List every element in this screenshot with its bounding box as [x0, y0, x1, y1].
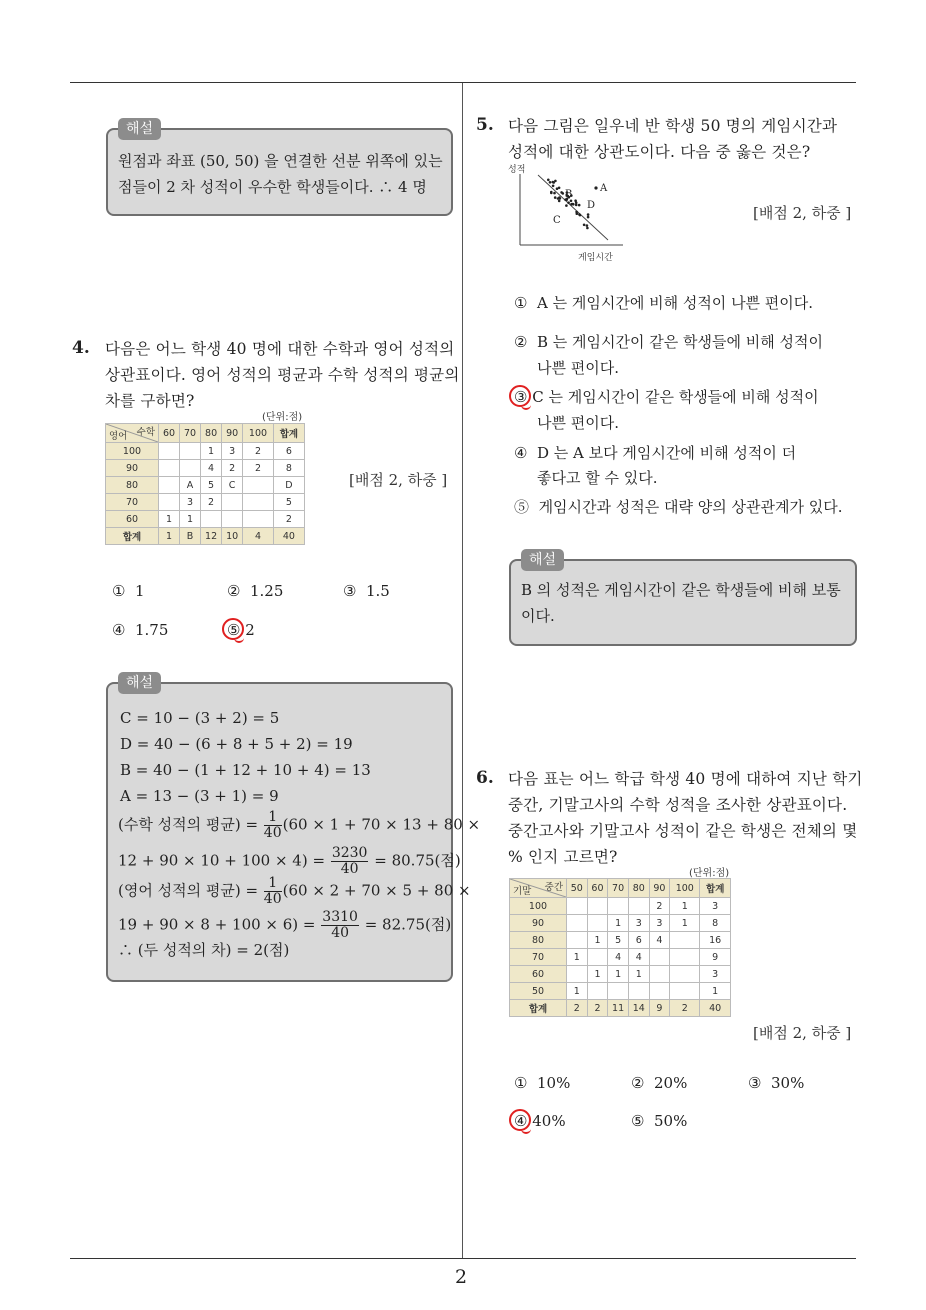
table-cell: 5 — [608, 932, 629, 949]
page-number: 2 — [455, 1266, 468, 1288]
table-cell: 6 — [273, 443, 304, 460]
table-cell — [243, 511, 274, 528]
table-cell — [649, 983, 670, 1000]
table-cell: 1 — [628, 966, 649, 983]
q4-number: 4. — [72, 338, 90, 358]
table-cell: A — [180, 477, 201, 494]
explanation-2-line-2: D = 40 − (6 + 8 + 5 + 2) = 19 — [120, 735, 353, 753]
scatter-dot — [558, 200, 561, 203]
fraction-numerator: 1 — [264, 876, 282, 892]
q6-number: 6. — [476, 768, 494, 788]
option-text: A 는 게임시간에 비해 성적이 나쁜 편이다. — [537, 294, 814, 312]
option-number: ① — [514, 1074, 528, 1092]
q6-col-header: 90 — [649, 879, 670, 898]
explanation-3-line-1: B 의 성적은 게임시간이 같은 학생들에 비해 보통 — [521, 581, 841, 599]
option-text: 20% — [654, 1074, 688, 1092]
point-label-b: B — [565, 189, 573, 200]
table-cell: 1 — [608, 966, 629, 983]
q6-col-header: 합계 — [700, 879, 731, 898]
table-cell: 2 — [243, 460, 274, 477]
table-cell: 4 — [628, 949, 649, 966]
q4-col-header: 100 — [243, 424, 274, 443]
table-cell: 2 — [649, 898, 670, 915]
q6-row-header: 50 — [510, 983, 567, 1000]
option-text: D 는 A 보다 게임시간에 비해 성적이 더 — [537, 444, 797, 462]
option-number: ⑤ — [227, 621, 241, 639]
table-cell: 2 — [567, 1000, 588, 1017]
fraction-denominator: 40 — [331, 925, 350, 941]
table-cell — [159, 460, 180, 477]
q4-corner-top: 수학 — [136, 427, 155, 438]
table-cell — [649, 949, 670, 966]
q5-option-5[interactable] — [514, 496, 842, 518]
q5-option-2-line-2: 나쁜 편이다. — [537, 359, 619, 377]
q4-text-line-2: 상관표이다. 영어 성적의 평균과 수학 성적의 평균의 — [105, 366, 460, 384]
table-cell — [222, 494, 243, 511]
scatter-dot — [567, 201, 570, 204]
option-number: ① — [112, 582, 126, 600]
table-cell: 2 — [587, 1000, 608, 1017]
table-cell — [587, 915, 608, 932]
table-cell — [567, 932, 588, 949]
q6-row-header: 100 — [510, 898, 567, 915]
table-cell — [587, 949, 608, 966]
point-label-a: A — [600, 183, 608, 194]
table-row — [510, 983, 731, 1000]
q4-option-3[interactable] — [343, 580, 390, 602]
point-label-d: D — [587, 200, 596, 211]
top-rule — [70, 82, 856, 83]
table-cell — [587, 898, 608, 915]
math-text: (60 × 1 + 70 × 13 + 80 × — [282, 815, 481, 834]
explanation-1-line-1: 원점과 좌표 (50, 50) 을 연결한 선분 위쪽에 있는 — [118, 152, 443, 170]
q6-option-2[interactable] — [631, 1072, 687, 1094]
table-cell: 1 — [567, 983, 588, 1000]
option-number: ③ — [514, 388, 528, 406]
table-cell: 3 — [700, 898, 731, 915]
table-cell: 3 — [700, 966, 731, 983]
table-cell: 3 — [628, 915, 649, 932]
q4-col-header: 70 — [180, 424, 201, 443]
table-cell — [180, 460, 201, 477]
table-cell: 1 — [587, 966, 608, 983]
table-cell — [159, 443, 180, 460]
table-cell: 2 — [201, 494, 222, 511]
scatter-dot — [552, 181, 555, 184]
trend-line — [538, 175, 608, 240]
q6-table-corner — [510, 879, 567, 898]
table-cell — [670, 966, 700, 983]
table-cell — [608, 983, 629, 1000]
option-number: ③ — [748, 1074, 762, 1092]
table-cell: 5 — [273, 494, 304, 511]
q6-text-line-4: % 인지 고르면? — [508, 848, 618, 866]
fraction — [264, 876, 282, 907]
option-number: ① — [514, 294, 528, 312]
q4-corner-bottom: 영어 — [109, 431, 128, 442]
scatter-dot — [552, 185, 555, 188]
answer-mark-circle-icon — [222, 618, 244, 640]
table-cell: 3 — [649, 915, 670, 932]
table-row — [510, 966, 731, 983]
q4-total-label: 합계 — [106, 528, 159, 545]
q6-correlation-table — [509, 878, 731, 1017]
table-total-row — [510, 1000, 731, 1017]
table-cell: 2 — [222, 460, 243, 477]
q5-number: 5. — [476, 115, 494, 135]
scatter-dot — [587, 216, 590, 219]
q6-col-header: 100 — [670, 879, 700, 898]
q6-unit-label: (단위:점) — [689, 868, 730, 879]
q4-row-header: 90 — [106, 460, 159, 477]
fraction-denominator: 40 — [340, 861, 359, 877]
table-cell: 40 — [700, 1000, 731, 1017]
table-cell: 9 — [649, 1000, 670, 1017]
q4-col-header: 80 — [201, 424, 222, 443]
scatter-dot — [586, 224, 589, 227]
option-number: ④ — [112, 621, 126, 639]
fraction — [331, 846, 369, 877]
table-cell — [608, 898, 629, 915]
table-cell: 3 — [222, 443, 243, 460]
q6-score: [배점 2, 하중 ] — [753, 1024, 852, 1042]
option-number: ③ — [343, 582, 357, 600]
fraction-numerator: 3230 — [331, 845, 368, 861]
table-cell — [567, 898, 588, 915]
option-number: ⑤ — [514, 498, 530, 516]
table-cell — [670, 949, 700, 966]
column-divider — [462, 83, 463, 1259]
q6-option-3[interactable] — [748, 1072, 804, 1094]
option-text: 30% — [771, 1074, 805, 1092]
table-row — [106, 511, 305, 528]
fraction-denominator: 40 — [263, 825, 282, 841]
answer-mark-circle-icon — [509, 385, 531, 407]
table-cell: 1 — [587, 932, 608, 949]
q5-option-4[interactable] — [514, 442, 796, 464]
q4-option-4[interactable] — [112, 619, 168, 641]
q5-option-3-line-2: 나쁜 편이다. — [537, 414, 619, 432]
q5-score: [배점 2, 하중 ] — [753, 204, 852, 222]
table-row — [510, 898, 731, 915]
scatter-dot — [553, 192, 556, 195]
math-text: = 82.75(점) — [364, 915, 452, 934]
table-row — [106, 477, 305, 494]
table-cell: 12 — [201, 528, 222, 545]
table-cell — [243, 477, 274, 494]
point-label-c: C — [553, 215, 561, 226]
q5-option-4-line-2: 좋다고 할 수 있다. — [537, 469, 658, 487]
table-cell — [587, 983, 608, 1000]
scatter-dot — [586, 227, 589, 230]
table-cell — [567, 966, 588, 983]
q4-row-header: 70 — [106, 494, 159, 511]
bottom-rule — [70, 1258, 856, 1259]
table-total-row — [106, 528, 305, 545]
table-cell: 1 — [567, 949, 588, 966]
math-text: 19 + 90 × 8 + 100 × 6) = — [118, 915, 316, 934]
point-a — [594, 186, 597, 189]
explanation-3-line-2: 이다. — [521, 607, 555, 625]
q6-corner-top: 중간 — [544, 882, 563, 893]
option-text: 50% — [654, 1112, 688, 1130]
option-text: 게임시간과 성적은 대략 양의 상관관계가 있다. — [538, 498, 843, 516]
option-number: ② — [631, 1074, 645, 1092]
fraction-numerator: 1 — [264, 810, 282, 826]
table-cell: 3 — [180, 494, 201, 511]
answer-mark-circle-icon — [509, 1109, 531, 1131]
explanation-2-line-1: C = 10 − (3 + 2) = 5 — [120, 709, 280, 727]
fraction — [264, 810, 282, 841]
math-text: = 80.75(점) — [374, 851, 461, 870]
option-text: 2 — [245, 621, 255, 639]
q5-x-axis-label: 게임시간 — [578, 253, 613, 263]
table-cell: 40 — [273, 528, 304, 545]
table-cell: 4 — [243, 528, 274, 545]
scatter-dot — [565, 204, 568, 207]
q4-text-line-3: 차를 구하면? — [105, 392, 195, 410]
fraction-numerator: 3310 — [322, 909, 358, 925]
table-cell — [159, 477, 180, 494]
scatter-dot — [558, 196, 561, 199]
q5-text-line-2: 성적에 대한 상관도이다. 다음 중 옳은 것은? — [508, 143, 811, 161]
option-number: ④ — [514, 1112, 528, 1130]
table-cell: 1 — [670, 898, 700, 915]
q6-row-header: 80 — [510, 932, 567, 949]
explanation-2-line-4: A = 13 − (3 + 1) = 9 — [120, 787, 279, 805]
q4-text-line-1: 다음은 어느 학생 40 명에 대한 수학과 영어 성적의 — [105, 340, 455, 358]
option-text: 1.75 — [135, 621, 169, 639]
table-row — [510, 949, 731, 966]
scatter-dot — [587, 213, 590, 216]
table-cell: 1 — [670, 915, 700, 932]
table-row — [106, 443, 305, 460]
table-cell: 14 — [628, 1000, 649, 1017]
table-cell: 1 — [608, 915, 629, 932]
table-row — [106, 460, 305, 477]
q4-row-header: 80 — [106, 477, 159, 494]
q6-option-1[interactable] — [514, 1072, 570, 1094]
table-cell: C — [222, 477, 243, 494]
math-text: (60 × 2 + 70 × 5 + 80 × — [282, 881, 471, 900]
q6-col-header: 70 — [608, 879, 629, 898]
explanation-tag-2: 해설 — [118, 672, 161, 694]
scatter-dot — [556, 187, 559, 190]
option-number: ④ — [514, 444, 528, 462]
q6-row-header: 90 — [510, 915, 567, 932]
q5-option-2[interactable] — [514, 331, 823, 353]
q4-row-header: 100 — [106, 443, 159, 460]
q4-col-header: 60 — [159, 424, 180, 443]
option-text: B 는 게임시간이 같은 학생들에 비해 성적이 — [537, 333, 823, 351]
table-row — [510, 932, 731, 949]
math-text: 12 + 90 × 10 + 100 × 4) = — [118, 851, 326, 870]
scatter-dot — [547, 179, 550, 182]
table-cell: 1 — [159, 511, 180, 528]
table-cell — [243, 494, 274, 511]
scatter-dot — [554, 196, 557, 199]
scatter-dot — [578, 213, 581, 216]
scatter-dot — [550, 192, 553, 195]
table-cell — [222, 511, 243, 528]
table-cell: 2 — [273, 511, 304, 528]
q6-text-line-3: 중간고사와 기말고사 성적이 같은 학생은 전체의 몇 — [508, 822, 858, 840]
table-cell: 1 — [700, 983, 731, 1000]
explanation-2-line-7 — [118, 876, 471, 907]
scatter-dot — [575, 204, 578, 207]
q6-text-line-1: 다음 표는 어느 학급 학생 40 명에 대하여 지난 학기 — [508, 770, 863, 788]
table-cell: 2 — [670, 1000, 700, 1017]
fraction-denominator: 40 — [263, 891, 282, 907]
q5-option-3[interactable] — [514, 386, 819, 408]
table-cell: 4 — [649, 932, 670, 949]
table-cell: 2 — [243, 443, 274, 460]
option-text: 10% — [537, 1074, 571, 1092]
q6-col-header: 60 — [587, 879, 608, 898]
math-text: (수학 성적의 평균) = — [118, 815, 259, 834]
q5-scatter-plot — [508, 160, 628, 265]
table-cell — [649, 966, 670, 983]
table-cell: 1 — [180, 511, 201, 528]
table-cell — [628, 983, 649, 1000]
table-cell: 8 — [273, 460, 304, 477]
table-cell: B — [180, 528, 201, 545]
table-cell — [670, 983, 700, 1000]
q4-score: [배점 2, 하중 ] — [349, 471, 448, 489]
table-cell: 8 — [700, 915, 731, 932]
table-cell — [159, 494, 180, 511]
q6-col-header: 80 — [628, 879, 649, 898]
scatter-dot — [549, 181, 552, 184]
q4-col-header: 90 — [222, 424, 243, 443]
table-cell — [201, 511, 222, 528]
table-cell: 1 — [159, 528, 180, 545]
table-cell: 4 — [608, 949, 629, 966]
option-text: 1.25 — [250, 582, 284, 600]
table-cell: 5 — [201, 477, 222, 494]
explanation-1-line-2: 점들이 2 차 성적이 우수한 학생들이다. ∴ 4 명 — [118, 178, 427, 196]
math-text: (영어 성적의 평균) = — [118, 881, 259, 900]
table-cell — [670, 932, 700, 949]
q5-text-line-1: 다음 그림은 일우네 반 학생 50 명의 게임시간과 — [508, 117, 838, 135]
option-text: C 는 게임시간이 같은 학생들에 비해 성적이 — [532, 388, 819, 406]
q6-col-header: 50 — [567, 879, 588, 898]
table-cell: 4 — [201, 460, 222, 477]
table-cell: D — [273, 477, 304, 494]
scatter-dot — [578, 204, 581, 207]
table-cell — [567, 915, 588, 932]
q6-row-header: 60 — [510, 966, 567, 983]
q5-option-1[interactable] — [514, 292, 813, 314]
q4-unit-label: (단위:점) — [262, 412, 303, 423]
q6-row-header: 70 — [510, 949, 567, 966]
table-cell: 1 — [201, 443, 222, 460]
q6-option-5[interactable] — [631, 1110, 687, 1132]
option-text: 1 — [135, 582, 145, 600]
option-number: ② — [514, 333, 528, 351]
explanation-tag-1: 해설 — [118, 118, 161, 140]
option-number: ② — [227, 582, 241, 600]
table-cell: 6 — [628, 932, 649, 949]
table-cell: 9 — [700, 949, 731, 966]
q4-option-1[interactable] — [112, 580, 145, 602]
option-text: 40% — [532, 1112, 566, 1130]
table-cell — [180, 443, 201, 460]
scatter-dot — [572, 203, 575, 206]
scatter-dot — [560, 191, 563, 194]
explanation-2-line-9: ∴ (두 성적의 차) = 2(점) — [118, 941, 290, 959]
q4-col-header: 합계 — [273, 424, 304, 443]
explanation-2-line-3: B = 40 − (1 + 12 + 10 + 4) = 13 — [120, 761, 371, 779]
table-cell: 10 — [222, 528, 243, 545]
q4-table-corner — [106, 424, 159, 443]
explanation-2-line-5 — [118, 810, 480, 841]
table-cell — [628, 898, 649, 915]
option-text: 1.5 — [366, 582, 390, 600]
q4-row-header: 60 — [106, 511, 159, 528]
scatter-dot — [576, 212, 579, 215]
q6-text-line-2: 중간, 기말고사의 수학 성적을 조사한 상관표이다. — [508, 796, 848, 814]
explanation-2-line-6 — [118, 846, 461, 877]
option-number: ⑤ — [631, 1112, 645, 1130]
table-cell: 16 — [700, 932, 731, 949]
table-cell: 11 — [608, 1000, 629, 1017]
explanation-tag-3: 해설 — [521, 549, 564, 571]
q5-y-axis-label: 성적 — [508, 165, 526, 175]
table-row — [510, 915, 731, 932]
q4-correlation-table — [105, 423, 305, 545]
q4-option-2[interactable] — [227, 580, 283, 602]
scatter-dot — [583, 224, 586, 227]
q6-corner-bottom: 기말 — [513, 886, 532, 897]
fraction — [321, 910, 359, 941]
table-row — [106, 494, 305, 511]
q6-total-label: 합계 — [510, 1000, 567, 1017]
